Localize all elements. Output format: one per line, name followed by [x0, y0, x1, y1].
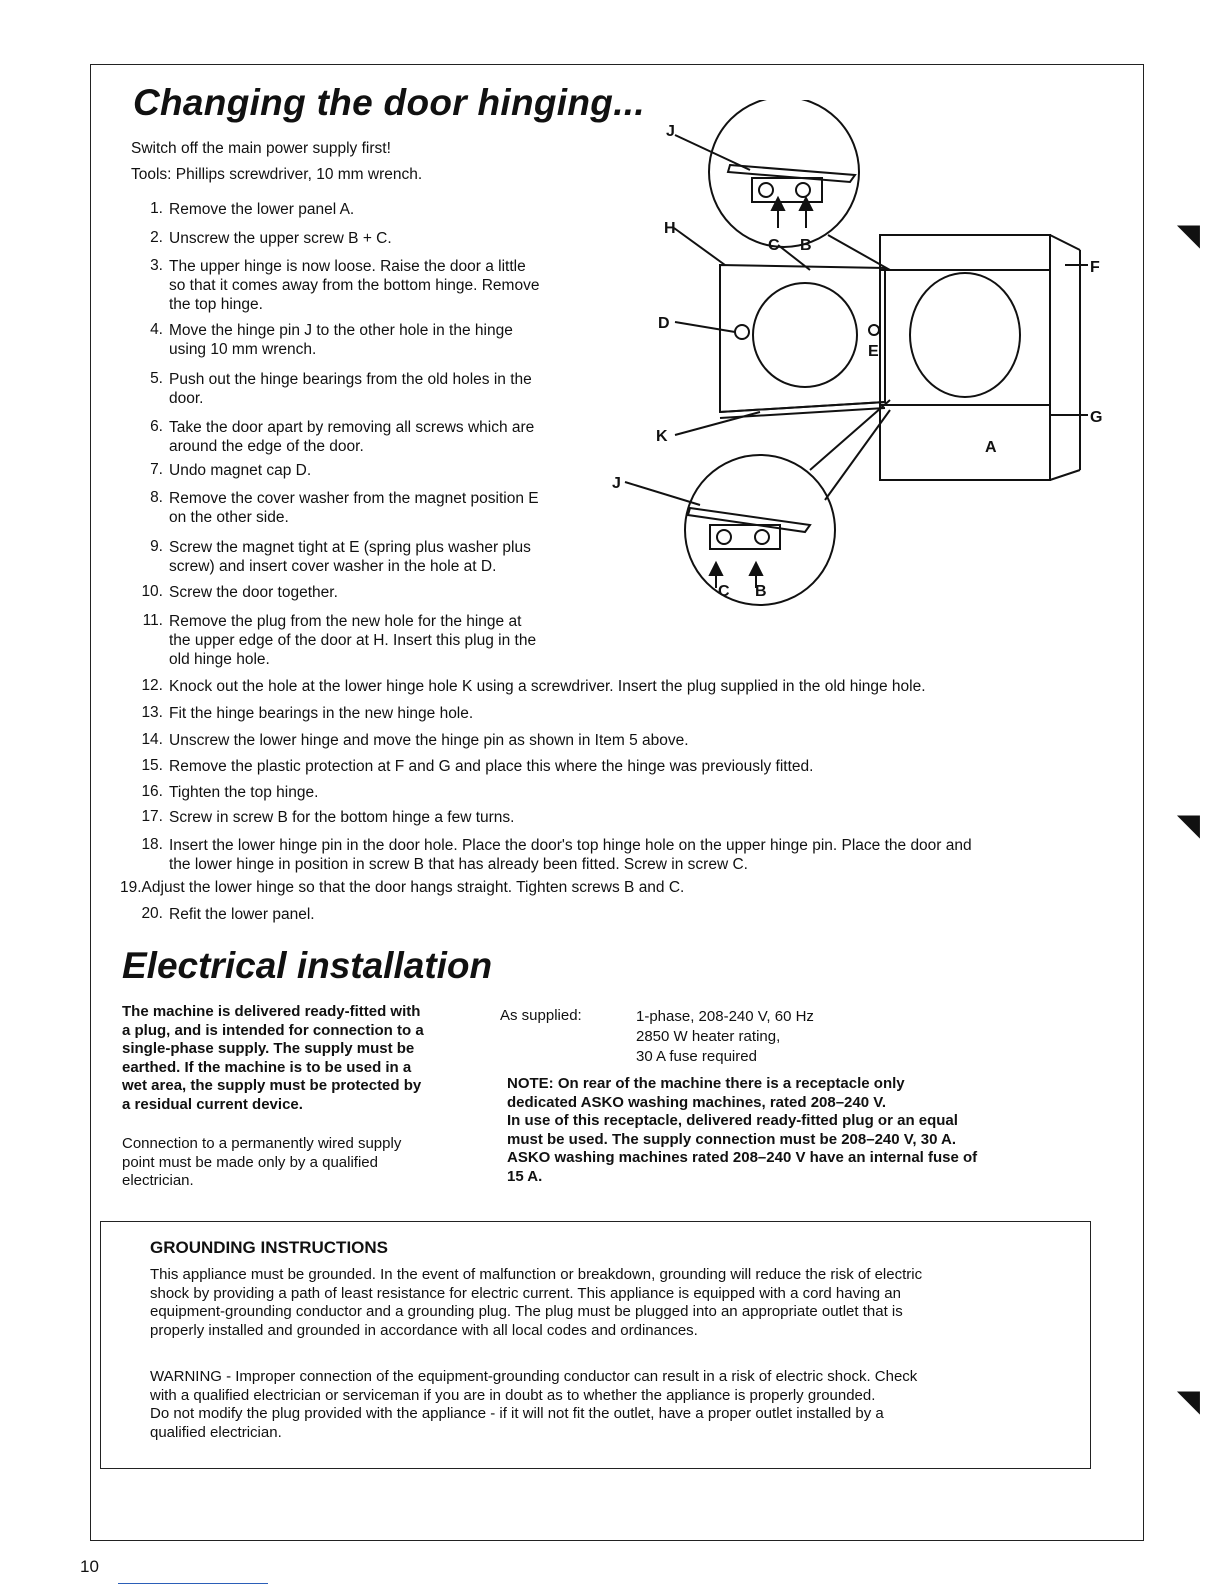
step-item: 20. Refit the lower panel. — [141, 905, 315, 923]
step-item: 6. Take the door apart by removing all screws which are around the edge of the door. — [150, 418, 535, 455]
step-item: 15. Remove the plastic protection at F and G and place this where the hinge was previously fitted. — [141, 757, 814, 775]
grounding-paragraph: This appliance must be grounded. In the event of malfunction or breakdown, grounding will reduce the risk of electric shock by providing a path of least resistance for electric current. This appliance is equipped with a cord having an equipment-grounding conductor and a grounding plug. The plug must be plugged into an appropriate outlet that is properly installed and grounded in accordance with all local codes and ordinances. — [150, 1266, 923, 1339]
step-item: 19.Adjust the lower hinge so that the door hangs straight. Tighten screws B and C. — [120, 879, 685, 896]
electrical-title: Electrical installation — [122, 945, 493, 986]
electrical-left-p1: The machine is delivered ready-fitted with a plug, and is intended for connection to a single-phase supply. The supply must be earthed. If the machine is to be used in a wet area, the supply must be protected by a residual current device. — [122, 1003, 424, 1113]
binder-mark-icon: ◥ — [1178, 1385, 1200, 1416]
grounding-title: GROUNDING INSTRUCTIONS — [150, 1238, 388, 1257]
label-h: H — [664, 220, 676, 237]
label-f: F — [1090, 259, 1100, 276]
machine-body — [880, 235, 1050, 480]
label-j-bottom: J — [612, 475, 621, 492]
door-hinging-diagram — [600, 100, 1120, 620]
step-item: 10. Screw the door together. — [141, 583, 338, 601]
supplied-label: As supplied: — [500, 1007, 582, 1024]
step-item: 5. Push out the hinge bearings from the old holes in the door. — [150, 370, 532, 407]
grounding-warning: WARNING - Improper connection of the equipment-grounding conductor can result in a risk of electric shock. Check with a qualified electrician or serviceman if you are in doubt as to whether the appliance is properly grounded. Do not modify the plug provided with the appliance - if it will not fit the outlet, have a proper outlet installed by a qualified electrician. — [150, 1368, 918, 1441]
label-b-bottom: B — [755, 583, 767, 600]
step-item: 4. Move the hinge pin J to the other hole in the hinge using 10 mm wrench. — [150, 321, 513, 358]
step-item: 17. Screw in screw B for the bottom hinge a few turns. — [141, 808, 515, 826]
receptacle-note: NOTE: On rear of the machine there is a receptacle only dedicated ASKO washing machines, rated 208–240 V. In use of this receptacle, delivered ready-fitted plug or an equal must be used. The supply connection must be 208–240 V, 30 A. ASKO washing machines rated 208–240 V have an internal fuse of 15 A. — [507, 1075, 978, 1185]
label-k: K — [656, 428, 668, 445]
label-c-top: C — [768, 237, 780, 254]
label-j-top: J — [666, 123, 675, 140]
power-warning: Switch off the main power supply first! — [131, 140, 391, 157]
step-item: 3. The upper hinge is now loose. Raise the door a little so that it comes away from the bottom hinge. Remove the top hinge. — [150, 257, 540, 313]
step-item: 9. Screw the magnet tight at E (spring plus washer plus screw) and insert cover washer in the hole at D. — [150, 538, 531, 575]
step-item: 7. Undo magnet cap D. — [150, 461, 312, 479]
label-a: A — [985, 439, 997, 456]
hinging-title: Changing the door hinging... — [133, 82, 645, 123]
step-item: 18. Insert the lower hinge pin in the door hole. Place the door's top hinge hole on the upper hinge pin. Place the door and the lower hinge in position in screw B that has already been fitted. Screw in screw C. — [141, 836, 972, 873]
label-b-top: B — [800, 237, 812, 254]
tools-line: Tools: Phillips screwdriver, 10 mm wrench. — [131, 166, 423, 183]
supplied-values: 1-phase, 208-240 V, 60 Hz 2850 W heater rating, 30 A fuse required — [636, 1008, 814, 1065]
drum-opening — [910, 273, 1020, 397]
label-c-bottom: C — [718, 583, 730, 600]
footer-rule — [118, 1583, 268, 1584]
label-e: E — [868, 343, 879, 360]
page-number: 10 — [80, 1557, 99, 1576]
binder-mark-icon: ◥ — [1178, 219, 1200, 250]
binder-mark-icon: ◥ — [1178, 809, 1200, 840]
step-item: 13. Fit the hinge bearings in the new hinge hole. — [141, 704, 474, 722]
step-item: 11. Remove the plug from the new hole for the hinge at the upper edge of the door at H. Insert this plug in the old hinge hole. — [142, 612, 537, 668]
label-d: D — [658, 315, 670, 332]
label-g: G — [1090, 409, 1103, 426]
step-item: 14. Unscrew the lower hinge and move the hinge pin as shown in Item 5 above. — [141, 731, 689, 749]
step-item: 12. Knock out the hole at the lower hinge hole K using a screwdriver. Insert the plug supplied in the old hinge hole. — [141, 677, 926, 695]
step-item: 1. Remove the lower panel A. — [150, 200, 355, 218]
step-item: 2. Unscrew the upper screw B + C. — [150, 229, 392, 247]
step-item: 8. Remove the cover washer from the magnet position E on the other side. — [150, 489, 539, 526]
electrical-left-p2: Connection to a permanently wired supply point must be made only by a qualified electrician. — [122, 1135, 402, 1189]
step-item: 16. Tighten the top hinge. — [141, 783, 319, 801]
